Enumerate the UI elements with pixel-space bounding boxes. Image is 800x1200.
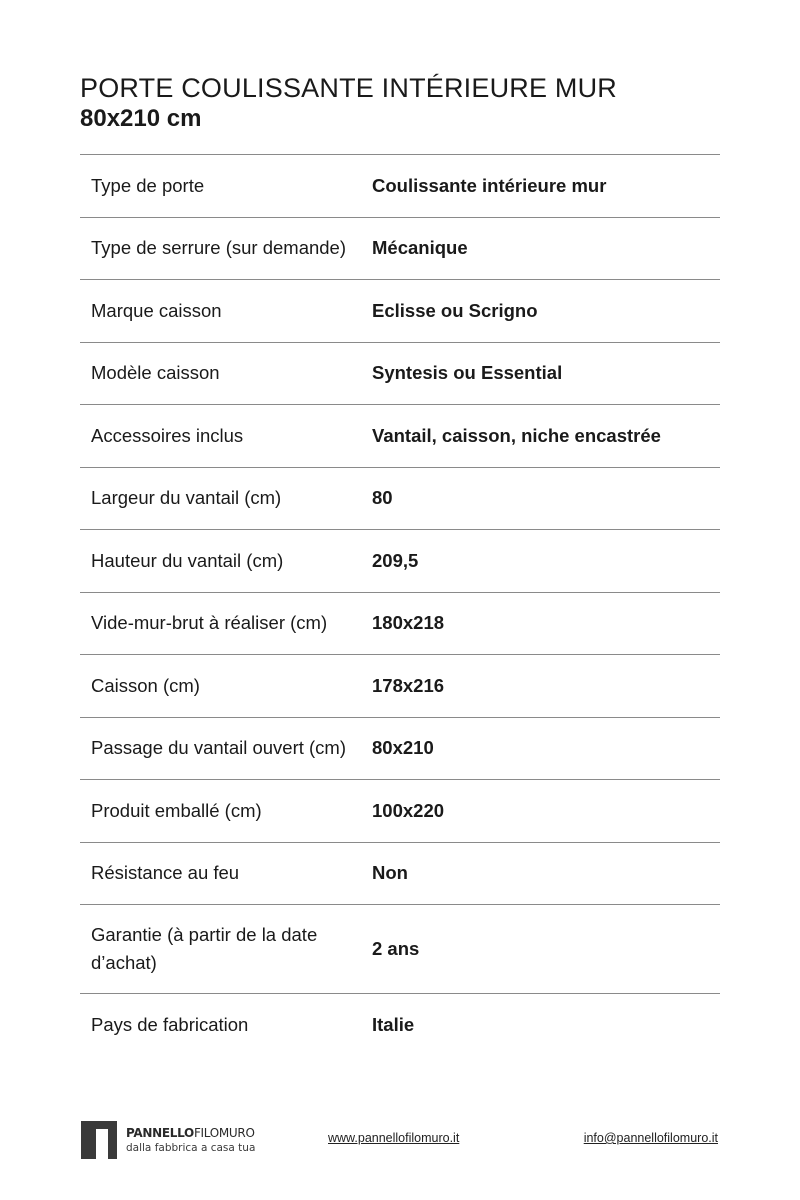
spec-label-leaf-height: Hauteur du vantail (cm) <box>91 549 284 571</box>
table-row <box>80 218 720 281</box>
table-row <box>80 718 720 781</box>
spec-label-accessories: Accessoires inclus <box>91 424 244 446</box>
spec-label-warranty: Garantie (à partir de la date d’achat) <box>91 924 318 973</box>
table-row <box>80 905 720 994</box>
spec-label-rough-opening: Vide-mur-brut à réaliser (cm) <box>91 612 328 634</box>
spec-label-box-size: Caisson (cm) <box>91 674 200 696</box>
spec-value-box-size: 178x216 <box>372 674 445 696</box>
spec-label-lock-type: Type de serrure (sur demande) <box>91 237 347 259</box>
spec-label-leaf-width: Largeur du vantail (cm) <box>91 487 282 509</box>
brand-logo <box>80 1120 255 1160</box>
spec-value-packed-size: 100x220 <box>372 799 445 821</box>
table-row <box>80 593 720 656</box>
brand-tagline: dalla fabbrica a casa tua <box>126 1141 256 1154</box>
table-row <box>80 468 720 531</box>
spec-value-box-brand: Eclisse ou Scrigno <box>372 299 538 321</box>
spec-sheet <box>80 72 720 1057</box>
table-row <box>80 343 720 406</box>
brand-name-bold: PANNELLO <box>126 1125 194 1140</box>
spec-table <box>80 154 720 1057</box>
spec-value-lock-type: Mécanique <box>372 237 468 259</box>
table-row <box>80 843 720 906</box>
table-row <box>80 405 720 468</box>
spec-value-leaf-width: 80 <box>372 487 393 509</box>
spec-label-box-brand: Marque caisson <box>91 299 222 321</box>
brand-name-light: FILOMURO <box>193 1125 255 1140</box>
spec-value-open-passage: 80x210 <box>372 737 434 759</box>
spec-label-country: Pays de fabrication <box>91 1014 249 1036</box>
email-link[interactable]: info@pannellofilomuro.it <box>583 1131 718 1145</box>
table-row <box>80 280 720 343</box>
page-title: PORTE COULISSANTE INTÉRIEURE MUR <box>80 73 617 103</box>
spec-value-country: Italie <box>372 1014 415 1036</box>
website-link[interactable]: www.pannellofilomuro.it <box>328 1131 460 1145</box>
table-row <box>80 155 720 218</box>
table-row <box>80 530 720 593</box>
spec-value-warranty: 2 ans <box>372 938 420 959</box>
table-row <box>80 780 720 843</box>
brand-name <box>126 1126 255 1141</box>
spec-value-box-model: Syntesis ou Essential <box>372 362 563 384</box>
spec-value-door-type: Coulissante intérieure mur <box>372 174 607 196</box>
spec-label-box-model: Modèle caisson <box>91 362 220 384</box>
spec-value-accessories: Vantail, caisson, niche encastrée <box>372 424 661 446</box>
table-row <box>80 994 720 1057</box>
spec-label-packed-size: Produit emballé (cm) <box>91 799 262 821</box>
spec-value-rough-opening: 180x218 <box>372 612 445 634</box>
spec-label-door-type: Type de porte <box>91 174 205 196</box>
logo-text <box>126 1126 255 1155</box>
spec-value-leaf-height: 209,5 <box>372 549 419 571</box>
table-row <box>80 655 720 718</box>
spec-label-fire-resistance: Résistance au feu <box>91 862 240 884</box>
footer <box>80 1118 720 1162</box>
spec-value-fire-resistance: Non <box>372 862 408 884</box>
page-subtitle: 80x210 cm <box>80 105 202 132</box>
spec-label-open-passage: Passage du vantail ouvert (cm) <box>91 737 347 759</box>
door-frame-icon <box>80 1120 118 1160</box>
